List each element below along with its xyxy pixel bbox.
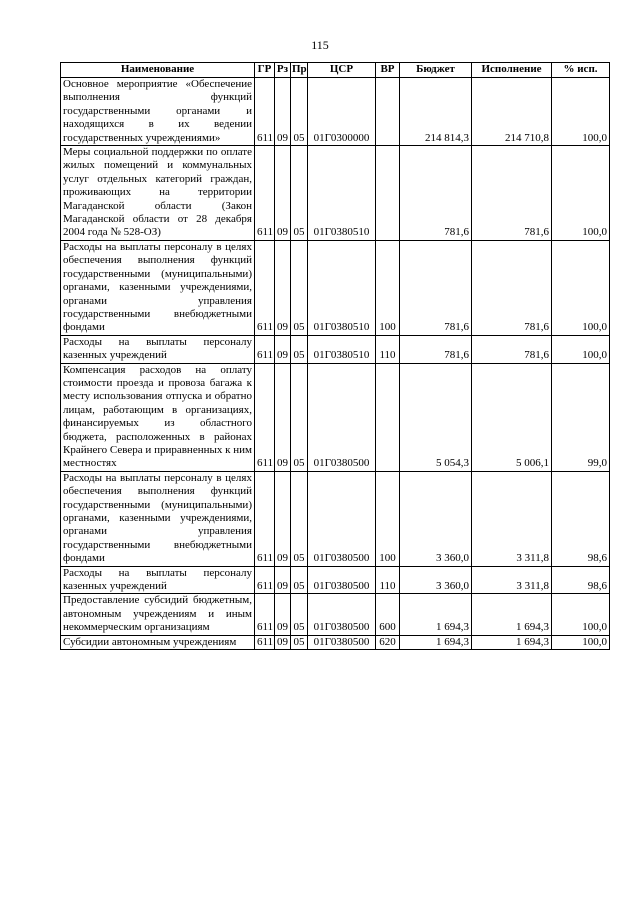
row-vr: 600 bbox=[376, 594, 400, 635]
row-percent: 98,6 bbox=[552, 471, 610, 566]
row-csr: 01Г0300000 bbox=[308, 78, 376, 146]
row-pr: 05 bbox=[291, 471, 308, 566]
table-row bbox=[61, 594, 610, 635]
table-row bbox=[61, 240, 610, 335]
table-row bbox=[61, 566, 610, 594]
row-vr: 110 bbox=[376, 335, 400, 363]
row-execution: 3 311,8 bbox=[472, 471, 552, 566]
row-gr: 611 bbox=[255, 335, 275, 363]
row-pr: 05 bbox=[291, 363, 308, 471]
row-name: Компенсация расходов на оплату стоимости проезда и провоза багажа к месту использования отпуска и обратно лицам, работающим в организациях, финансируемых из областного бюджета, расположенных в районах Крайнего Севера и приравненных к ним местностях bbox=[61, 363, 255, 471]
row-rz: 09 bbox=[275, 594, 291, 635]
row-vr: 620 bbox=[376, 635, 400, 649]
row-csr: 01Г0380500 bbox=[308, 566, 376, 594]
row-csr: 01Г0380500 bbox=[308, 363, 376, 471]
row-gr: 611 bbox=[255, 566, 275, 594]
row-vr bbox=[376, 78, 400, 146]
row-name: Расходы на выплаты персоналу казенных учреждений bbox=[61, 566, 255, 594]
table-row bbox=[61, 335, 610, 363]
row-budget: 1 694,3 bbox=[400, 635, 472, 649]
row-percent: 100,0 bbox=[552, 594, 610, 635]
table-row bbox=[61, 635, 610, 649]
header-row bbox=[61, 63, 610, 78]
row-budget: 781,6 bbox=[400, 146, 472, 241]
row-name: Основное мероприятие «Обеспечение выполнения функций государственными органами и находящихся в их ведении государственных учреждениями» bbox=[61, 78, 255, 146]
row-rz: 09 bbox=[275, 78, 291, 146]
row-pr: 05 bbox=[291, 78, 308, 146]
row-rz: 09 bbox=[275, 471, 291, 566]
row-gr: 611 bbox=[255, 471, 275, 566]
row-vr: 100 bbox=[376, 240, 400, 335]
header-rz: Рз bbox=[275, 63, 291, 78]
row-csr: 01Г0380500 bbox=[308, 594, 376, 635]
row-percent: 99,0 bbox=[552, 363, 610, 471]
row-rz: 09 bbox=[275, 146, 291, 241]
row-name: Расходы на выплаты персоналу в целях обеспечения выполнения функций государственными (муниципальными) органами, казенными учреждениями, органами управления государственными внебюджетными фондами bbox=[61, 240, 255, 335]
row-rz: 09 bbox=[275, 335, 291, 363]
header-gr: ГР bbox=[255, 63, 275, 78]
row-rz: 09 bbox=[275, 566, 291, 594]
row-rz: 09 bbox=[275, 363, 291, 471]
row-vr bbox=[376, 146, 400, 241]
row-pr: 05 bbox=[291, 335, 308, 363]
row-vr: 110 bbox=[376, 566, 400, 594]
row-name: Меры социальной поддержки по оплате жилых помещений и коммунальных услуг отдельных категорий граждан, проживающих на территории Магаданской области (Закон Магаданской области от 28 декабря 2004 года № 528-ОЗ) bbox=[61, 146, 255, 241]
row-gr: 611 bbox=[255, 146, 275, 241]
row-budget: 1 694,3 bbox=[400, 594, 472, 635]
row-pr: 05 bbox=[291, 594, 308, 635]
row-csr: 01Г0380510 bbox=[308, 335, 376, 363]
row-rz: 09 bbox=[275, 635, 291, 649]
table-row bbox=[61, 78, 610, 146]
row-budget: 781,6 bbox=[400, 240, 472, 335]
row-gr: 611 bbox=[255, 363, 275, 471]
row-execution: 781,6 bbox=[472, 146, 552, 241]
row-csr: 01Г0380510 bbox=[308, 240, 376, 335]
row-csr: 01Г0380500 bbox=[308, 635, 376, 649]
row-gr: 611 bbox=[255, 240, 275, 335]
row-vr: 100 bbox=[376, 471, 400, 566]
row-execution: 1 694,3 bbox=[472, 635, 552, 649]
row-execution: 214 710,8 bbox=[472, 78, 552, 146]
row-budget: 3 360,0 bbox=[400, 471, 472, 566]
row-budget: 5 054,3 bbox=[400, 363, 472, 471]
row-execution: 781,6 bbox=[472, 240, 552, 335]
header-budget: Бюджет bbox=[400, 63, 472, 78]
header-pr: Пр bbox=[291, 63, 308, 78]
row-rz: 09 bbox=[275, 240, 291, 335]
row-vr bbox=[376, 363, 400, 471]
row-gr: 611 bbox=[255, 594, 275, 635]
page-number: 115 bbox=[311, 38, 329, 52]
table-header bbox=[61, 63, 610, 78]
row-name: Субсидии автономным учреждениям bbox=[61, 635, 255, 649]
row-gr: 611 bbox=[255, 635, 275, 649]
row-name: Расходы на выплаты персоналу казенных учреждений bbox=[61, 335, 255, 363]
row-budget: 214 814,3 bbox=[400, 78, 472, 146]
row-execution: 3 311,8 bbox=[472, 566, 552, 594]
row-gr: 611 bbox=[255, 78, 275, 146]
row-pr: 05 bbox=[291, 146, 308, 241]
budget-execution-table bbox=[60, 62, 610, 650]
table-row bbox=[61, 471, 610, 566]
row-budget: 781,6 bbox=[400, 335, 472, 363]
row-percent: 98,6 bbox=[552, 566, 610, 594]
row-percent: 100,0 bbox=[552, 240, 610, 335]
row-percent: 100,0 bbox=[552, 78, 610, 146]
row-name: Расходы на выплаты персоналу в целях обеспечения выполнения функций государственными (муниципальными) органами, казенными учреждениями, органами управления государственными внебюджетными фондами bbox=[61, 471, 255, 566]
row-pr: 05 bbox=[291, 240, 308, 335]
header-vr: ВР bbox=[376, 63, 400, 78]
row-execution: 5 006,1 bbox=[472, 363, 552, 471]
table-row bbox=[61, 363, 610, 471]
row-execution: 781,6 bbox=[472, 335, 552, 363]
table-body bbox=[61, 78, 610, 650]
header-execution: Исполнение bbox=[472, 63, 552, 78]
row-csr: 01Г0380510 bbox=[308, 146, 376, 241]
row-pr: 05 bbox=[291, 635, 308, 649]
row-csr: 01Г0380500 bbox=[308, 471, 376, 566]
row-percent: 100,0 bbox=[552, 635, 610, 649]
row-name: Предоставление субсидий бюджетным, автономным учреждениям и иным некоммерческим организациям bbox=[61, 594, 255, 635]
row-pr: 05 bbox=[291, 566, 308, 594]
row-percent: 100,0 bbox=[552, 146, 610, 241]
row-execution: 1 694,3 bbox=[472, 594, 552, 635]
header-percent: % исп. bbox=[552, 63, 610, 78]
header-csr: ЦСР bbox=[308, 63, 376, 78]
header-name: Наименование bbox=[61, 63, 255, 78]
table-row bbox=[61, 146, 610, 241]
row-percent: 100,0 bbox=[552, 335, 610, 363]
row-budget: 3 360,0 bbox=[400, 566, 472, 594]
